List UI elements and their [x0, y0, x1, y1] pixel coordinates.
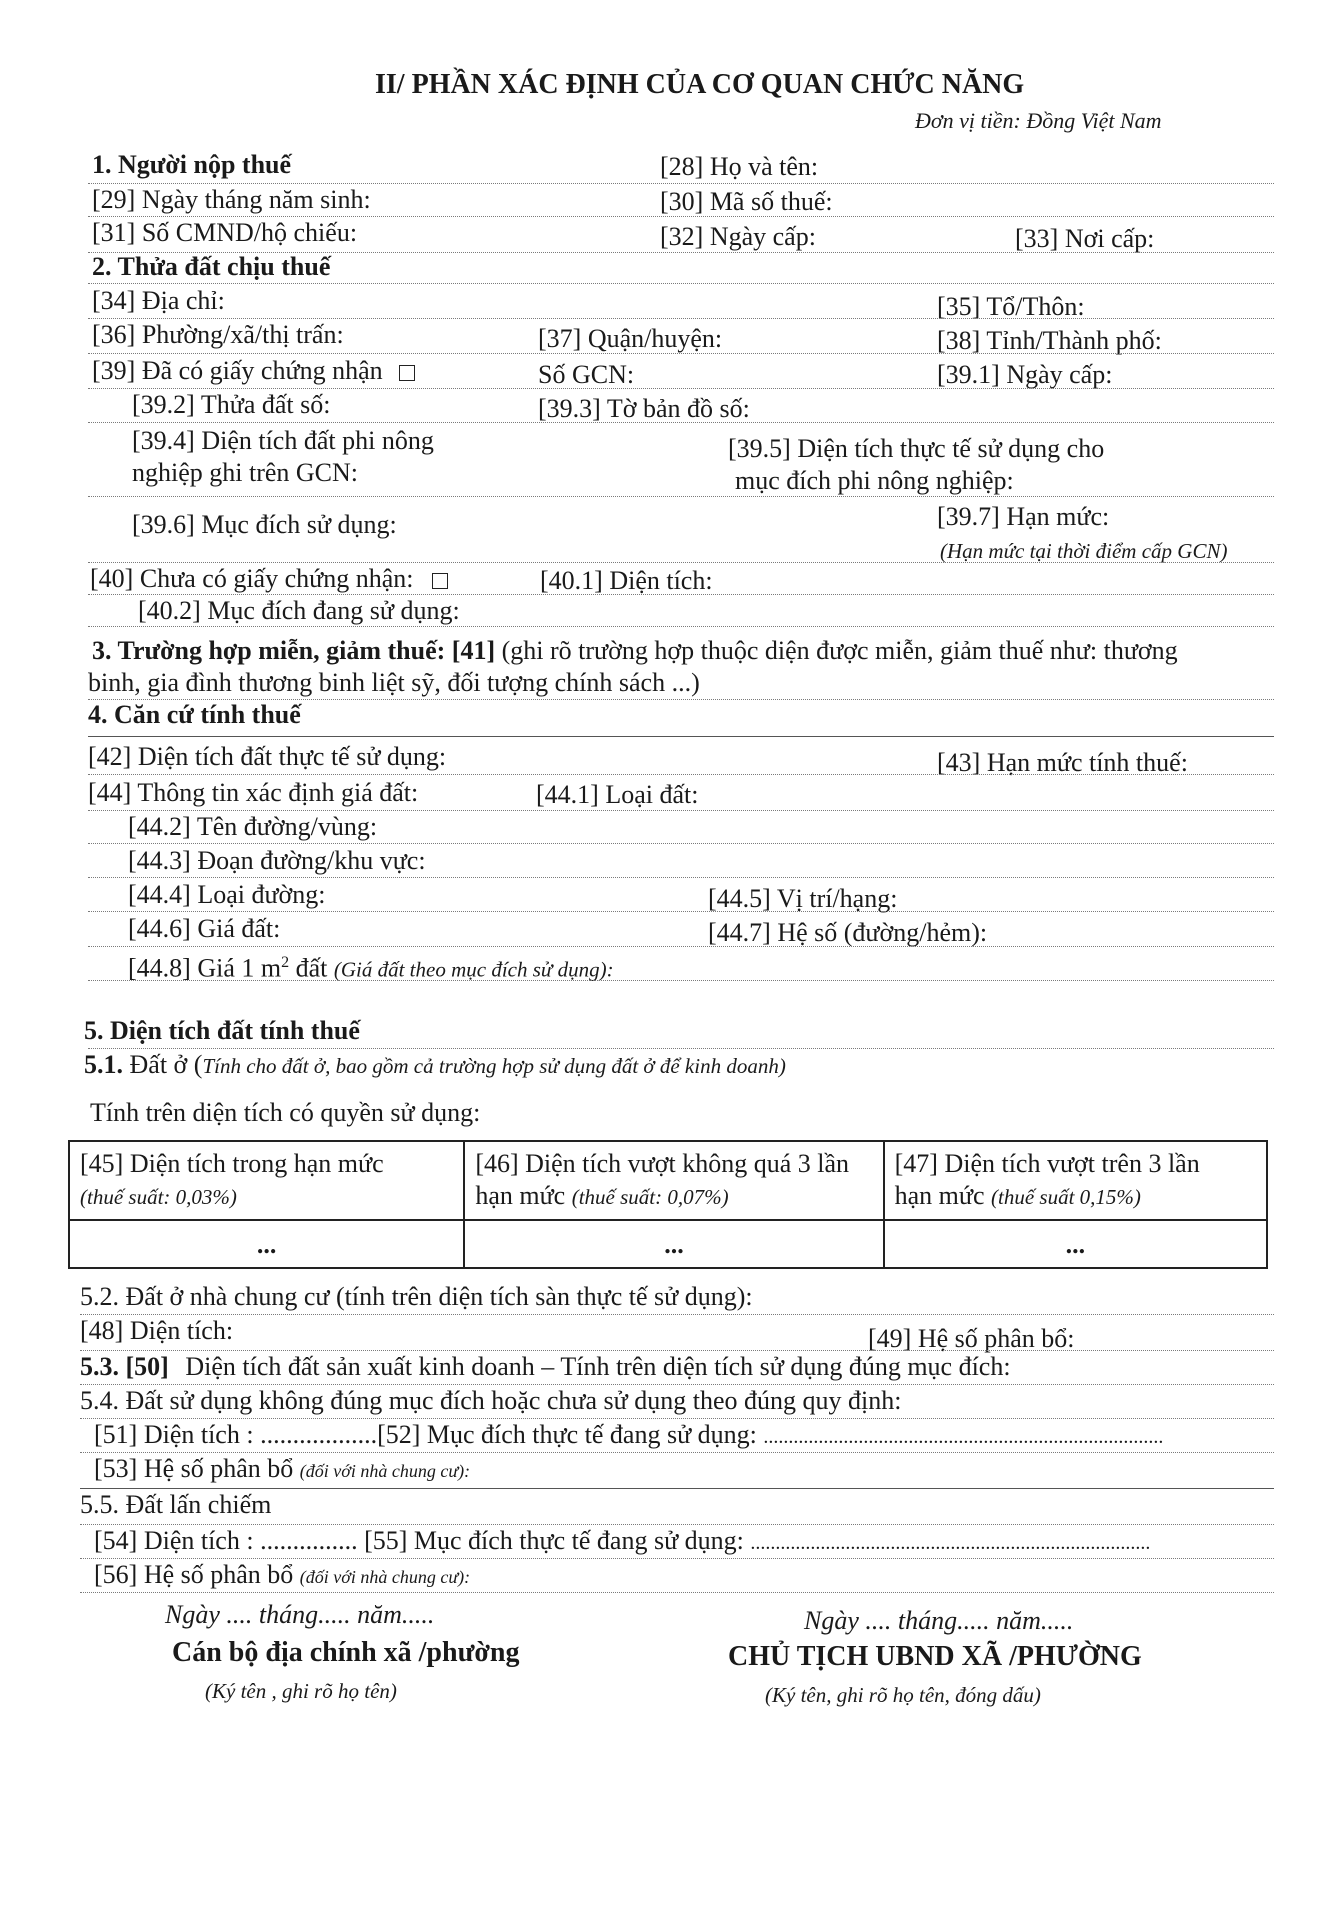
field-44-land-price-info: [44] Thông tin xác định giá đất:	[88, 778, 419, 807]
line	[88, 594, 1274, 595]
section-3-line-1	[92, 636, 1178, 666]
field-53-note: (đối với nhà chung cư):	[299, 1461, 471, 1481]
cell-47-value: ...	[884, 1220, 1267, 1268]
field-39-certificate-number: Số GCN:	[538, 360, 635, 389]
field-56-label: [56] Hệ số phân bổ	[94, 1560, 294, 1589]
field-39-7-limit-note: (Hạn mức tại thời điểm cấp GCN)	[940, 539, 1228, 563]
line	[88, 318, 1274, 319]
line	[80, 1418, 1274, 1419]
line	[88, 626, 1274, 627]
right-signature-title: CHỦ TỊCH UBND XÃ /PHƯỜNG	[728, 1641, 1142, 1672]
line	[88, 216, 1274, 217]
cell-47-rate: (thuế suất 0,15%)	[991, 1185, 1141, 1209]
field-44-8-label-cont: đất	[289, 953, 328, 983]
section-5-3-label: 5.3. [50]	[80, 1352, 169, 1381]
cell-45-value: ...	[69, 1220, 464, 1268]
field-39-4-area-on-certificate: [39.4] Diện tích đất phi nông	[132, 426, 434, 455]
field-44-4-street-type: [44.4] Loại đường:	[128, 880, 326, 909]
field-38-province: [38] Tỉnh/Thành phố:	[937, 326, 1162, 355]
field-40-label: [40] Chưa có giấy chứng nhận:	[90, 564, 414, 593]
section-1-heading: 1. Người nộp thuế	[92, 150, 292, 179]
right-signature-note: (Ký tên, ghi rõ họ tên, đóng dấu)	[765, 1683, 1041, 1707]
field-53-label: [53] Hệ số phân bổ	[94, 1454, 294, 1483]
field-42-actual-area: [42] Diện tích đất thực tế sử dụng:	[88, 742, 447, 771]
line	[88, 810, 1274, 811]
section-5-1-subtitle: Tính trên diện tích có quyền sử dụng:	[90, 1098, 481, 1127]
field-48-area: [48] Diện tích:	[80, 1316, 234, 1345]
table-cell-45	[69, 1141, 464, 1220]
line	[88, 774, 1274, 775]
table-header-row	[69, 1141, 1267, 1220]
cell-46-value: ...	[464, 1220, 883, 1268]
line	[88, 183, 1274, 184]
field-39-3-map-sheet: [39.3] Tờ bản đồ số:	[538, 394, 750, 423]
line	[88, 736, 1274, 737]
section-5-heading: 5. Diện tích đất tính thuế	[84, 1016, 360, 1045]
field-32-issue-date: [32] Ngày cấp:	[660, 222, 816, 251]
field-39-5-actual-area-cont: mục đích phi nông nghiệp:	[735, 466, 1014, 495]
field-43-tax-limit: [43] Hạn mức tính thuế:	[937, 748, 1188, 777]
line	[88, 422, 1274, 423]
left-signature-date: Ngày .... tháng..... năm.....	[165, 1600, 435, 1629]
section-3-heading: 3. Trường hợp miễn, giảm thuế: [41]	[92, 636, 496, 665]
section-5-1-note: Tính cho đất ở, bao gồm cả trường hợp sử dụng đất ở để kinh doanh)	[202, 1054, 786, 1078]
field-28-full-name: [28] Họ và tên:	[660, 152, 819, 181]
cell-45-label: [45] Diện tích trong hạn mức	[80, 1149, 384, 1178]
line	[88, 911, 1274, 912]
field-40-1-area: [40.1] Diện tích:	[540, 566, 713, 595]
field-39-4-area-on-certificate-cont: nghiệp ghi trên GCN:	[132, 458, 359, 487]
field-39-label: [39] Đã có giấy chứng nhận	[92, 356, 383, 385]
cell-45-rate: (thuế suất: 0,03%)	[80, 1185, 237, 1209]
field-39-7-limit: [39.7] Hạn mức:	[937, 502, 1110, 531]
right-signature-date: Ngày .... tháng..... năm.....	[804, 1606, 1074, 1635]
line	[88, 980, 1274, 981]
field-52-dots: ................................................................................	[763, 1426, 1164, 1448]
field-39-6-usage-purpose: [39.6] Mục đích sử dụng:	[132, 510, 397, 539]
field-44-2-street-name: [44.2] Tên đường/vùng:	[128, 812, 378, 841]
field-44-8-note: (Giá đất theo mục đích sử dụng):	[333, 957, 614, 982]
field-39-5-actual-area: [39.5] Diện tích thực tế sử dụng cho	[728, 434, 1105, 463]
table-cell-47	[884, 1141, 1267, 1220]
no-certificate-checkbox[interactable]	[432, 573, 448, 589]
field-44-8-label: [44.8] Giá 1 m	[128, 953, 282, 983]
cell-46-label: [46] Diện tích vượt không quá 3 lần	[475, 1149, 850, 1178]
field-44-3-street-segment: [44.3] Đoạn đường/khu vực:	[128, 846, 426, 875]
currency-note: Đơn vị tiền: Đồng Việt Nam	[915, 108, 1162, 133]
field-53	[94, 1454, 470, 1486]
line	[80, 1558, 1274, 1559]
line	[88, 388, 1274, 389]
section-5-2-heading: 5.2. Đất ở nhà chung cư (tính trên diện tích sàn thực tế sử dụng):	[80, 1282, 753, 1311]
left-signature-note: (Ký tên , ghi rõ họ tên)	[205, 1679, 397, 1703]
line	[80, 1524, 1274, 1525]
line	[88, 877, 1274, 878]
cell-46-label-cont: hạn mức	[475, 1181, 566, 1210]
line	[80, 1592, 1274, 1593]
section-3-text-1: (ghi rõ trường hợp thuộc diện được miễn, giảm thuế như: thương	[501, 636, 1178, 665]
table-cell-46	[464, 1141, 883, 1220]
field-44-7-coefficient: [44.7] Hệ số (đường/hẻm):	[708, 918, 988, 947]
section-5-3-text: Diện tích đất sản xuất kinh doanh – Tính trên diện tích sử dụng đúng mục đích:	[185, 1352, 1011, 1381]
section-5-1-label: 5.1.	[84, 1050, 123, 1079]
field-40-no-certificate	[90, 564, 448, 594]
field-31-id-number: [31] Số CMND/hộ chiếu:	[92, 218, 358, 247]
line	[80, 1488, 1274, 1489]
line	[88, 843, 1274, 844]
field-39-2-plot-number: [39.2] Thửa đất số:	[132, 390, 331, 419]
field-56	[94, 1560, 470, 1592]
table-value-row	[69, 1220, 1267, 1268]
field-33-issue-place: [33] Nơi cấp:	[1015, 224, 1155, 253]
field-30-tax-code: [30] Mã số thuế:	[660, 187, 833, 216]
line	[88, 562, 1274, 563]
left-signature-title: Cán bộ địa chính xã /phường	[172, 1637, 520, 1668]
cell-46-rate: (thuế suất: 0,07%)	[571, 1185, 729, 1209]
field-39-1-issue-date: [39.1] Ngày cấp:	[937, 360, 1113, 389]
section-5-1-line	[84, 1050, 786, 1081]
cell-47-label-cont: hạn mức	[894, 1181, 985, 1210]
section-4-heading: 4. Căn cứ tính thuế	[88, 700, 301, 729]
field-36-ward: [36] Phường/xã/thị trấn:	[92, 320, 344, 349]
section-3-text-2: binh, gia đình thương binh liệt sỹ, đối tượng chính sách ...)	[88, 668, 700, 697]
field-37-district: [37] Quận/huyện:	[538, 324, 723, 353]
section-5-4-heading: 5.4. Đất sử dụng không đúng mục đích hoặc chưa sử dụng theo đúng quy định:	[80, 1386, 902, 1415]
field-51-52-label: [51] Diện tích : ..................[52] Mục đích thực tế đang sử dụng:	[94, 1420, 757, 1449]
page-title: II/ PHẦN XÁC ĐỊNH CỦA CƠ QUAN CHỨC NĂNG	[375, 69, 1025, 100]
line	[80, 1452, 1274, 1453]
line	[88, 353, 1274, 354]
section-5-1-text: Đất ở (	[123, 1050, 203, 1079]
field-44-1-land-type: [44.1] Loại đất:	[536, 780, 699, 809]
section-5-5-heading: 5.5. Đất lấn chiếm	[80, 1490, 272, 1519]
section-2-heading: 2. Thửa đất chịu thuế	[92, 252, 331, 281]
field-44-6-land-price: [44.6] Giá đất:	[128, 914, 281, 943]
field-44-8-superscript: 2	[281, 954, 290, 971]
cell-47-label: [47] Diện tích vượt trên 3 lần	[894, 1149, 1200, 1178]
line	[88, 1048, 1274, 1049]
field-44-5-position: [44.5] Vị trí/hạng:	[708, 884, 898, 913]
field-40-2-current-purpose: [40.2] Mục đích đang sử dụng:	[138, 596, 460, 625]
line	[80, 1384, 1274, 1385]
field-39-has-certificate	[92, 356, 415, 386]
field-51-52	[94, 1420, 1163, 1452]
line	[80, 1350, 1274, 1351]
line	[88, 496, 1274, 497]
has-certificate-checkbox[interactable]	[399, 365, 415, 381]
line	[80, 1314, 1274, 1315]
field-35-group-hamlet: [35] Tổ/Thôn:	[937, 292, 1085, 321]
section-5-3-line	[80, 1352, 1011, 1382]
field-55-dots: ................................................................................	[750, 1532, 1151, 1554]
line	[88, 946, 1274, 947]
field-34-address: [34] Địa chỉ:	[92, 286, 225, 315]
field-56-note: (đối với nhà chung cư):	[299, 1567, 471, 1587]
field-49-allocation-coefficient: [49] Hệ số phân bổ:	[868, 1324, 1075, 1353]
tax-rate-table	[68, 1140, 1268, 1269]
field-54-55	[94, 1526, 1150, 1558]
field-54-55-label: [54] Diện tích : ............... [55] Mục đích thực tế đang sử dụng:	[94, 1526, 744, 1555]
line	[88, 283, 1274, 284]
field-29-birth-date: [29] Ngày tháng năm sinh:	[92, 185, 371, 214]
